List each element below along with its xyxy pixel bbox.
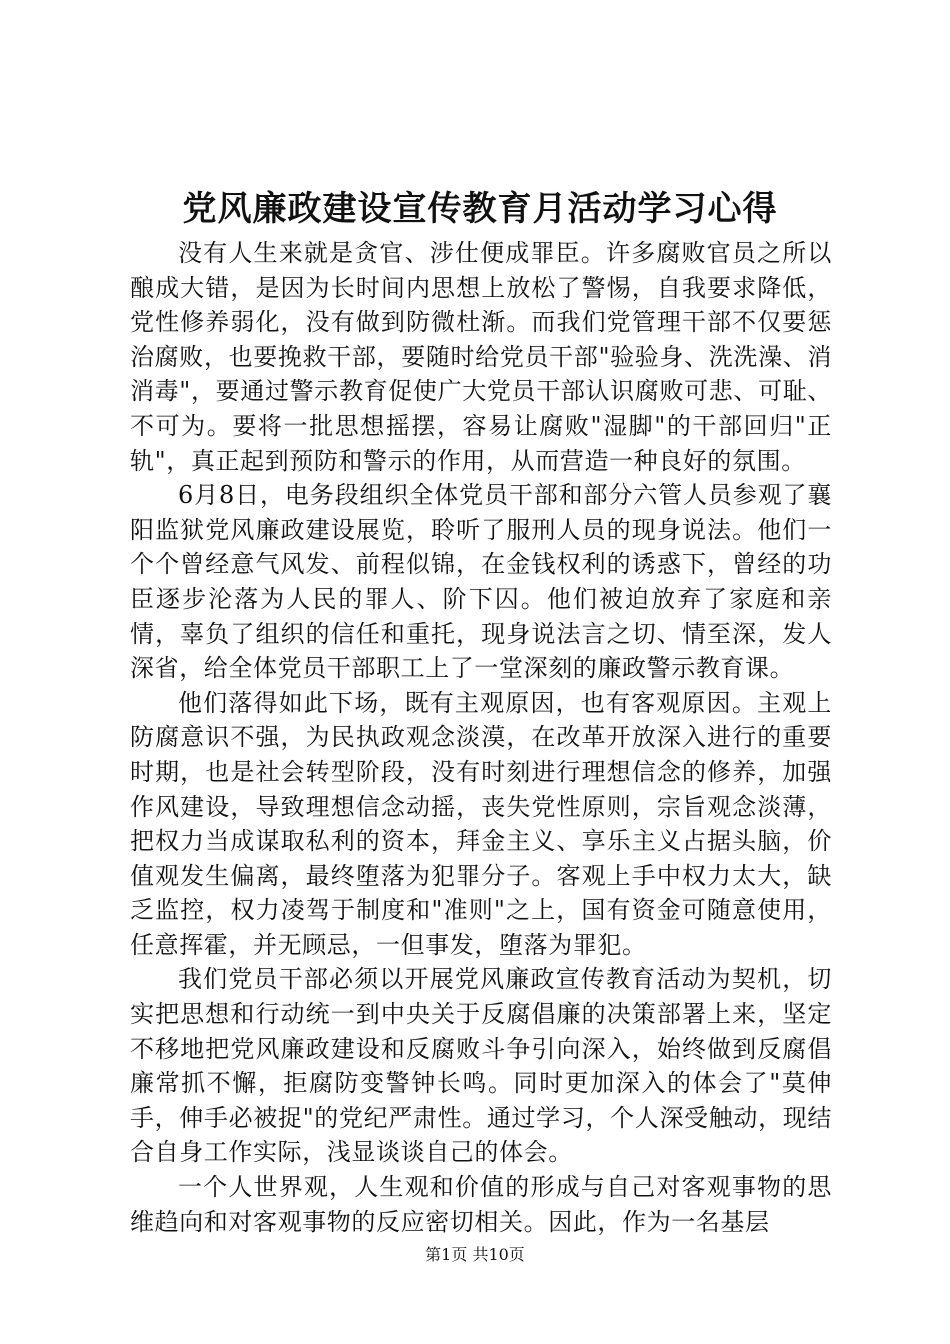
page-footer: 第1页 共10页 — [425, 1245, 525, 1264]
paragraph: 他们落得如此下场，既有主观原因，也有客观原因。主观上防腐意识不强，为民执政观念淡漠，在改革开放深入进行的重要时期，也是社会转型阶段，没有时刻进行理想信念的修养，加强作风建设，导致理想信念动摇，丧失党性原则，宗旨观念淡薄，把权力当成谋取私利的资本，拜金主义、享乐主义占据头脑，价值观发生偏离，最终堕落为犯罪分子。客观上手中权力太大，缺乏监控，权力凌驾于制度和"准则"之上，国有资金可随意使用，任意挥霍，并无顾忌，一但事发，堕落为罪犯。 — [130, 688, 832, 959]
document-body — [130, 236, 832, 1239]
paragraph: 一个人世界观，人生观和价值的形成与自己对客观事物的思维趋向和对客观事物的反应密切相关。因此，作为一名基层 — [130, 1173, 832, 1236]
paragraph: 我们党员干部必须以开展党风廉政宣传教育活动为契机，切实把思想和行动统一到中央关于反腐倡廉的决策部署上来，坚定不移地把党风廉政建设和反腐败斗争引向深入，始终做到反腐倡廉常抓不懈，拒腐防变警钟长鸣。同时更加深入的体会了"莫伸手，伸手必被捉"的党纪严肃性。通过学习，个人深受触动，现结合自身工作实际，浅显谈谈自己的体会。 — [130, 965, 832, 1167]
paragraph: 6月8日，电务段组织全体党员干部和部分六管人员参观了襄阳监狱党风廉政建设展览，聆听了服刑人员的现身说法。他们一个个曾经意气风发、前程似锦，在金钱权利的诱惑下，曾经的功臣逐步沦落为人民的罪人、阶下囚。他们被迫放弃了家庭和亲情，辜负了组织的信任和重托，现身说法言之切、情至深，发人深省，给全体党员干部职工上了一堂深刻的廉政警示教育课。 — [130, 481, 832, 683]
document-title: 党风廉政建设宣传教育月活动学习心得 — [182, 189, 778, 229]
paragraph: 没有人生来就是贪官、涉仕便成罪臣。许多腐败官员之所以酿成大错，是因为长时间内思想上放松了警惕，自我要求降低，党性修养弱化，没有做到防微杜渐。而我们党管理干部不仅要惩治腐败，也要挽救干部，要随时给党员干部"验验身、洗洗澡、消消毒"，要通过警示教育促使广大党员干部认识腐败可悲、可耻、不可为。要将一批思想摇摆，容易让腐败"湿脚"的干部回归"正轨"，真正起到预防和警示的作用，从而营造一种良好的氛围。 — [130, 239, 832, 475]
